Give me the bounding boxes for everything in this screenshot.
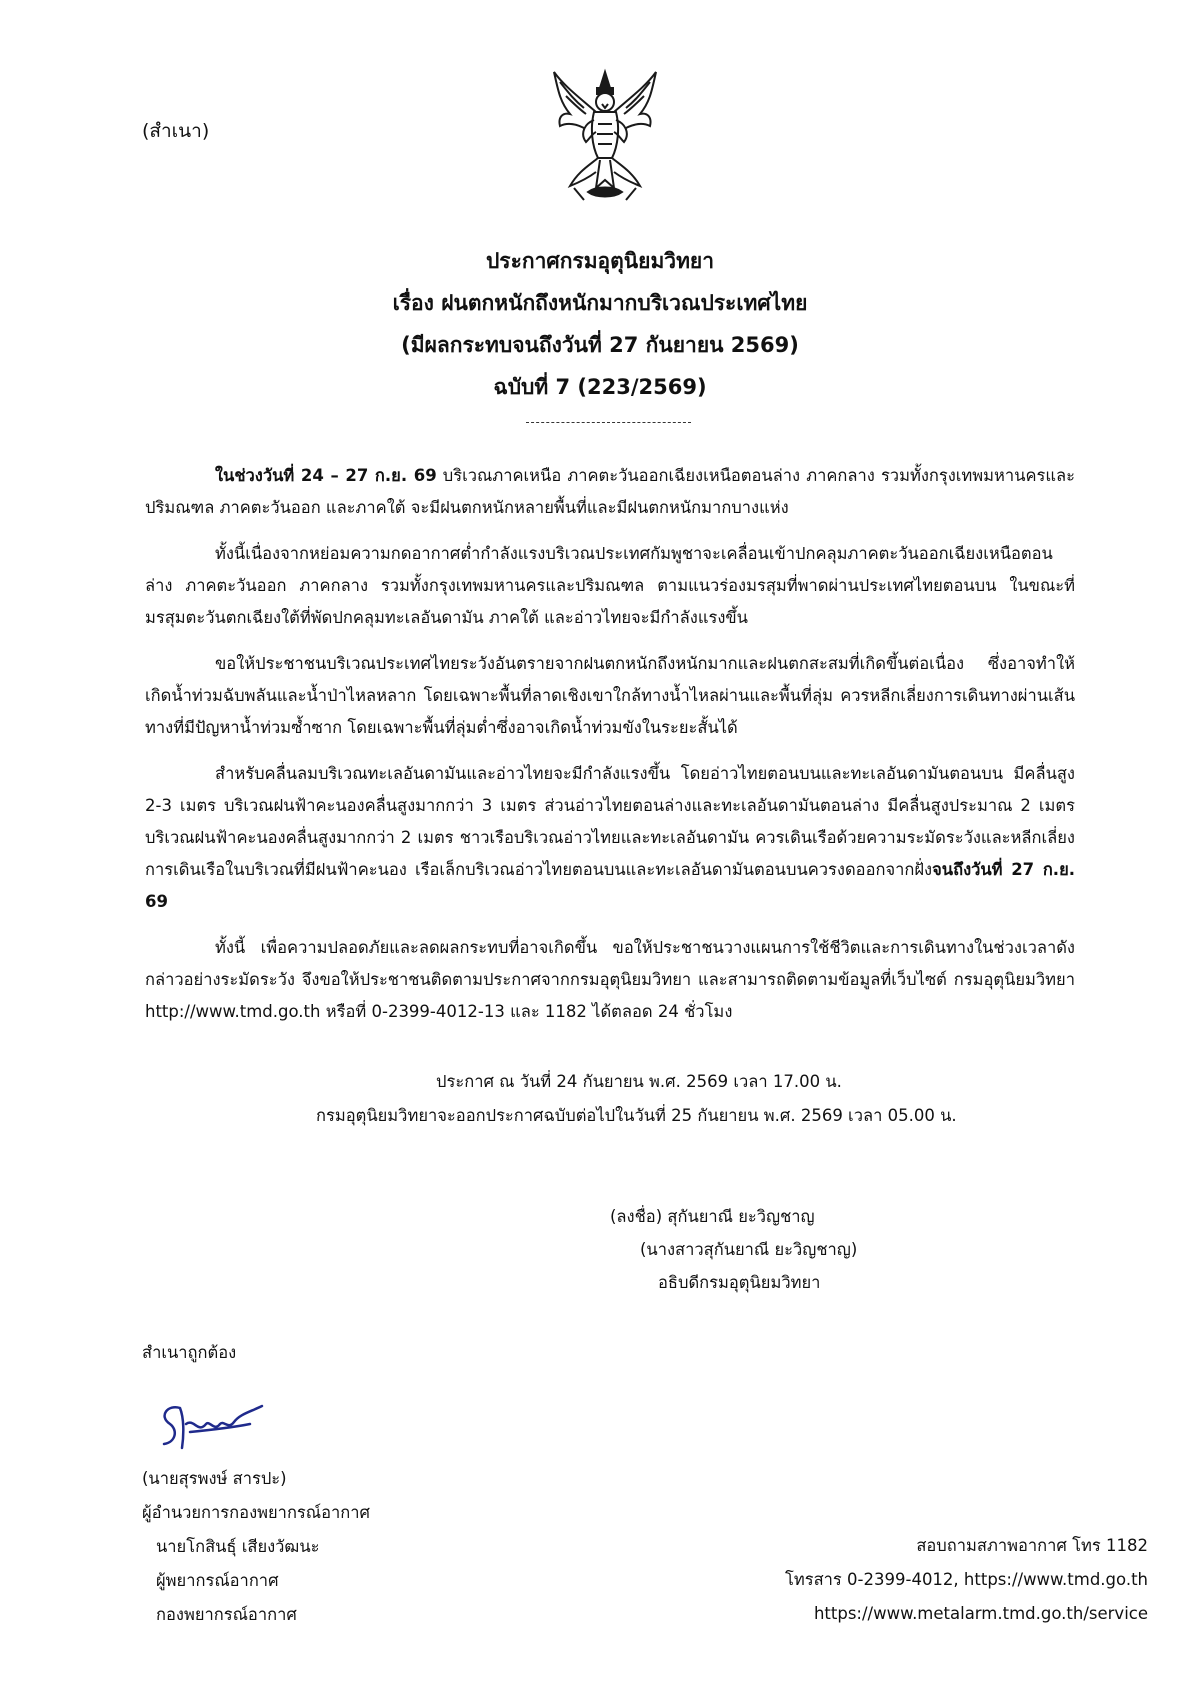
heading-subject: เรื่อง ฝนตกหนักถึงหนักมากบริเวณประเทศไทย (392, 291, 808, 315)
certified-copy-label: สำเนาถูกต้อง (142, 1343, 237, 1362)
contact-service-url: https://www.metalarm.tmd.go.th/service (813, 1604, 1148, 1623)
official-title: ผู้อำนวยการกองพยากรณ์อากาศ (142, 1503, 371, 1522)
paragraph-warning: ขอให้ประชาชนบริเวณประเทศไทยระวังอันตรายจากฝนตกหนักถึงหนักมากและฝนตกสะสมที่เกิดขึ้นต่อเนื่อง ซึ่งอาจทำให้เกิดน้ำท่วมฉับพลันและน้ำป่าไหลหลาก โดยเฉพาะพื้นที่ลาดเชิงเขาใกล้ทางน้ำไหลผ่านและพื้นที่ลุ่ม ควรหลีกเลี่ยงการเดินทางผ่านเส้นทางที่มีปัญหาน้ำท่วมซ้ำซาก โดยเฉพาะพื้นที่ลุ่มต่ำซึ่งอาจเกิดน้ำท่วมขังในระยะสั้นได้ (145, 654, 1075, 737)
contact-fax: โทรสาร 0-2399-4012, https://www.tmd.go.th (785, 1570, 1148, 1589)
marine-until: จนถึงวันที่ 27 ก.ย. 69 (145, 860, 1076, 911)
signer-signed: (ลงชื่อ) สุกันยาณี ยะวิญชาญ (610, 1207, 815, 1226)
official-block (142, 1462, 370, 1632)
announcement-body (145, 460, 1075, 1042)
signer-position: อธิบดีกรมอุตุนิยมวิทยา (658, 1273, 821, 1292)
paragraph-cause: ทั้งนี้เนื่องจากหย่อมความกดอากาศต่ำกำลังแรงบริเวณประเทศกัมพูชาจะเคลื่อนเข้าปกคลุมภาคตะวันออกเฉียงเหนือตอนล่าง ภาคตะวันออก ภาคกลาง รวมทั้งกรุงเทพมหานครและปริมณฑล ตามแนวร่องมรสุมที่พาดผ่านประเทศไทยตอนบน ในขณะที่มรสุมตะวันตกเฉียงใต้ที่พัดปกคลุมทะเลอันดามัน ภาคใต้ และอ่าวไทยจะมีกำลังแรงขึ้น (145, 544, 1075, 627)
staff-name: นายโกสินธุ์ เสียงวัฒนะ (156, 1537, 320, 1556)
paragraph-marine (145, 758, 1075, 918)
handwritten-signature-icon (150, 1394, 270, 1454)
paragraph-advice: ทั้งนี้ เพื่อความปลอดภัยและลดผลกระทบที่อาจเกิดขึ้น ขอให้ประชาชนวางแผนการใช้ชีวิตและการเดินทางในช่วงเวลาดังกล่าวอย่างระมัดระวัง จึงขอให้ประชาชนติดตามประกาศจากกรมอุตุนิยมวิทยา และสามารถติดตามข้อมูลที่เว็บไซต์ กรมอุตุนิยมวิทยา http://www.tmd.go.th หรือที่ 0-2399-4012-13 และ 1182 ได้ตลอด 24 ชั่วโมง (145, 938, 1075, 1021)
heading-effective: (มีผลกระทบจนถึงวันที่ 27 กันยายน 2569) (401, 333, 799, 357)
heading-divider (526, 422, 691, 423)
garuda-emblem-icon (550, 68, 660, 204)
marine-text: สำหรับคลื่นลมบริเวณทะเลอันดามันและอ่าวไทยจะมีกำลังแรงขึ้น โดยอ่าวไทยตอนบนและทะเลอันดามันตอนบน มีคลื่นสูง 2-3 เมตร บริเวณฝนฟ้าคะนองคลื่นสูงมากกว่า 3 เมตร ส่วนอ่าวไทยตอนล่างและทะเลอันดามันตอนล่าง มีคลื่นสูงประมาณ 2 เมตร บริเวณฝนฟ้าคะนองคลื่นสูงมากกว่า 2 เมตร ชาวเรือบริเวณอ่าวไทยและทะเลอันดามัน ควรเดินเรือด้วยความระมัดระวังและหลีกเลี่ยงการเดินเรือในบริเวณที่มีฝนฟ้าคะนอง เรือเล็กบริเวณอ่าวไทยตอนบนและทะเลอันดามันตอนบนควรงดออกจากฝั่ง (145, 764, 1075, 879)
signer-full-name: (นางสาวสุกันยาณี ยะวิญชาญ) (640, 1240, 858, 1259)
contact-phone: สอบถามสภาพอากาศ โทร 1182 (916, 1536, 1148, 1555)
staff-role: ผู้พยากรณ์อากาศ (156, 1571, 279, 1590)
paragraph-forecast (145, 460, 1075, 524)
forecast-period: ในช่วงวันที่ 24 – 27 ก.ย. 69 (215, 466, 437, 485)
heading-title: ประกาศกรมอุตุนิยมวิทยา (485, 249, 715, 273)
next-issue-date: กรมอุตุนิยมวิทยาจะออกประกาศฉบับต่อไปในวันที่ 25 กันยายน พ.ศ. 2569 เวลา 05.00 น. (316, 1106, 957, 1125)
forecast-text: บริเวณภาคเหนือ ภาคตะวันออกเฉียงเหนือตอนล่าง ภาคกลาง รวมทั้งกรุงเทพมหานครและปริมณฑล ภาคตะวันออก และภาคใต้ จะมีฝนตกหนักหลายพื้นที่และมีฝนตกหนักมากบางแห่ง (145, 466, 1075, 517)
contact-block (785, 1529, 1148, 1631)
staff-division: กองพยากรณ์อากาศ (156, 1605, 297, 1624)
heading-issue-number: ฉบับที่ 7 (223/2569) (493, 375, 707, 399)
signer-block (610, 1200, 857, 1299)
heading (0, 240, 1200, 408)
copy-mark: (สำเนา) (142, 120, 210, 142)
official-name: (นายสุรพงษ์ สารปะ) (142, 1469, 287, 1488)
issued-date: ประกาศ ณ วันที่ 24 กันยายน พ.ศ. 2569 เวลา 17.00 น. (436, 1072, 842, 1091)
